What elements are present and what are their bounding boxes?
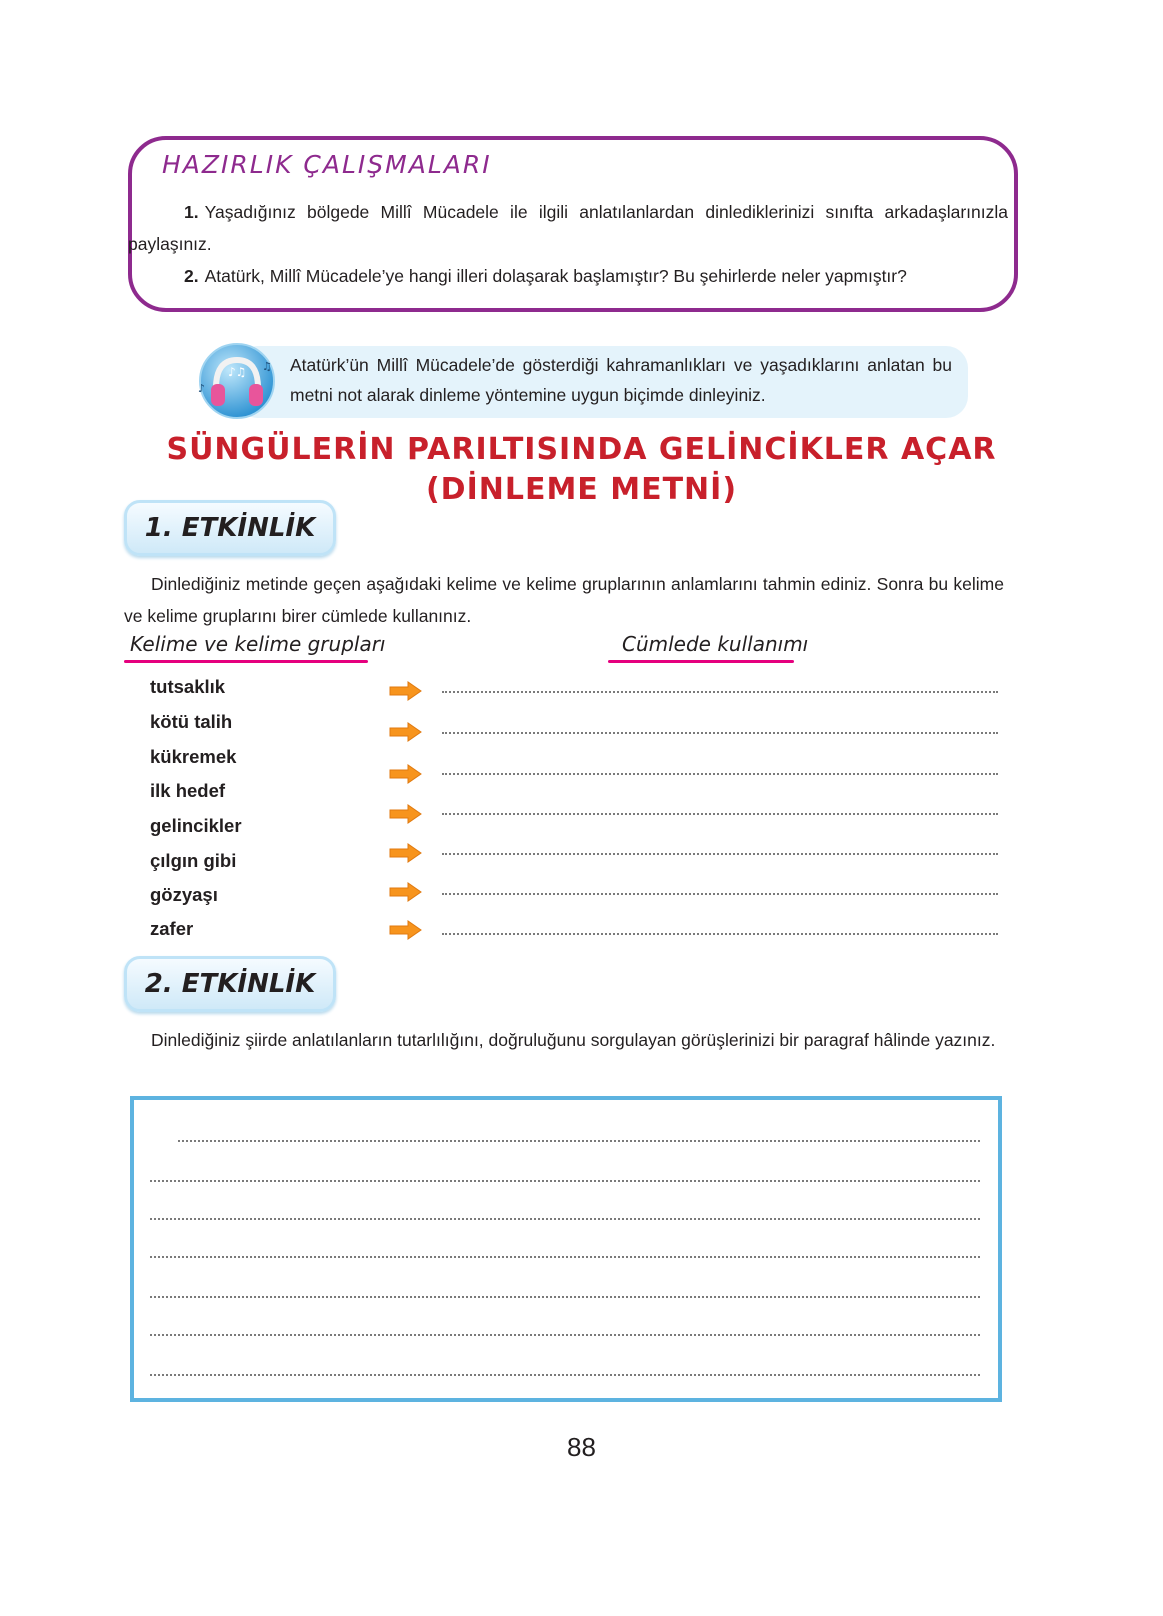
arrow-right-icon [388,843,422,863]
page-title [0,430,1163,510]
answer-line[interactable] [442,893,998,895]
page-number: 88 [567,1432,596,1462]
preparation-question-1 [128,196,1008,260]
word-item: tutsaklık [150,676,226,697]
answer-line[interactable] [442,853,998,855]
question-number: 1. [184,202,199,222]
arrow-right-icon [388,882,422,902]
writing-line[interactable] [150,1256,980,1258]
activity-1-label: 1. ETKİNLİK [144,513,316,543]
svg-text:♪♫: ♪♫ [228,365,247,379]
word-item: ilk hedef [150,780,226,801]
column-header-words: Kelime ve kelime grupları [130,632,386,656]
headphones-music-icon [196,340,278,422]
svg-text:♪: ♪ [198,382,206,395]
word-item: kötü talih [150,711,233,732]
arrow-right-icon [388,804,422,824]
word-item: çılgın gibi [150,850,237,871]
writing-line[interactable] [150,1180,980,1182]
question-text: Yaşadığınız bölgede Millî Mücadele ile ilgili anlatılanlardan dinlediklerinizi sınıfta arkadaşlarınızla paylaşınız. [128,202,1008,254]
arrow-right-icon [388,764,422,784]
title-line-2: (DİNLEME METNİ) [425,472,738,507]
writing-line[interactable] [150,1374,980,1376]
title-line-1: SÜNGÜLERİN PARILTISINDA GELİNCİKLER AÇAR [166,432,997,467]
answer-line[interactable] [442,691,998,693]
listening-note-text: Atatürk’ün Millî Mücadele’de gösterdiği kahramanlıkları ve yaşadıklarını anlatan bu metni not alarak dinleme yöntemine uygun biçimde dinleyiniz. [290,355,952,405]
answer-line[interactable] [442,732,998,734]
activity-2-instruction: Dinlediğiniz şiirde anlatılanların tutarlılığını, doğruluğunu sorgulayan görüşlerinizi bir paragraf hâlinde yazınız. [151,1030,996,1050]
arrow-right-icon [388,722,422,742]
activity-1-instruction: Dinlediğiniz metinde geçen aşağıdaki kelime ve kelime gruplarının anlamlarını tahmin ediniz. Sonra bu kelime ve kelime gruplarını birer cümlede kullanınız. [124,574,1004,626]
writing-line[interactable] [150,1296,980,1298]
word-item: gelincikler [150,815,242,836]
word-item: kükremek [150,746,237,767]
answer-line[interactable] [442,813,998,815]
svg-text:♫: ♫ [262,360,272,373]
activity-2-label: 2. ETKİNLİK [144,969,316,999]
activity-2-badge [124,956,336,1012]
answer-line[interactable] [442,933,998,935]
writing-line[interactable] [150,1218,980,1220]
column-underline [608,660,794,663]
column-header-usage: Cümlede kullanımı [622,632,809,656]
preparation-title: HAZIRLIK ÇALIŞMALARI [162,150,492,179]
arrow-right-icon [388,920,422,940]
preparation-question-2 [184,260,1014,292]
arrow-right-icon [388,681,422,701]
word-item: zafer [150,918,194,939]
question-number: 2. [184,266,199,286]
activity-1-badge [124,500,336,556]
question-text: Atatürk, Millî Mücadele’ye hangi illeri dolaşarak başlamıştır? Bu şehirlerde neler yapmıştır? [204,266,907,286]
column-underline [124,660,368,663]
writing-line[interactable] [178,1140,980,1142]
writing-line[interactable] [150,1334,980,1336]
answer-line[interactable] [442,773,998,775]
word-item: gözyaşı [150,884,218,905]
